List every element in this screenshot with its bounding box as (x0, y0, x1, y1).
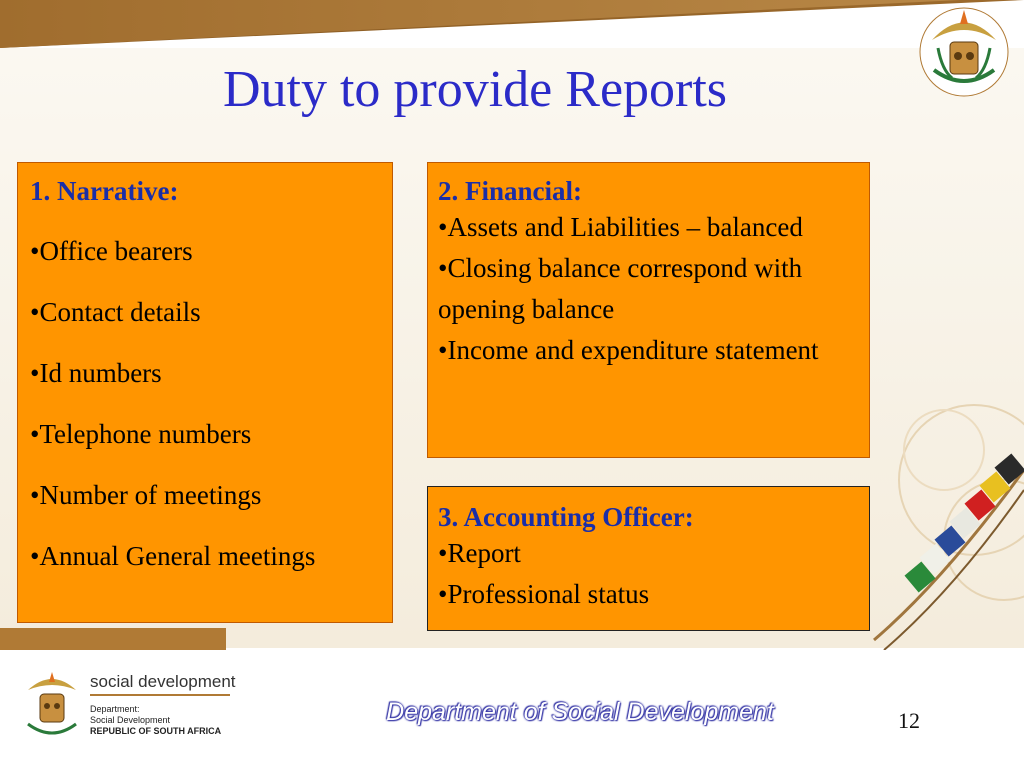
list-item: •Office bearers (30, 236, 193, 266)
footer-text: Department of Social Development (386, 698, 774, 726)
page-number: 12 (898, 708, 920, 733)
logo-divider (90, 694, 230, 696)
logo-department (90, 704, 221, 737)
list-item: •Number of meetings (30, 480, 262, 510)
accounting-officer-heading: 3. Accounting Officer: (438, 502, 694, 532)
list-item: •Telephone numbers (30, 419, 252, 449)
list-item: •Id numbers (30, 358, 162, 388)
page-title: Duty to provide Reports (222, 61, 728, 118)
list-item: •Contact details (30, 297, 201, 327)
logo-dept-line: Department: (90, 704, 140, 714)
list-item: •Professional status (438, 579, 650, 609)
list-item: •Report (438, 538, 521, 568)
financial-heading: 2. Financial: (438, 176, 583, 206)
accounting-officer-box (427, 486, 870, 631)
logo-dept-line: Social Development (90, 715, 171, 725)
bottom-decorative-bar (0, 628, 226, 650)
logo-dept-line: REPUBLIC OF SOUTH AFRICA (90, 726, 222, 736)
list-item: •Assets and Liabilities – balanced (438, 212, 803, 242)
beadwork-decoration-icon (854, 330, 1024, 650)
logo-name: social development (90, 672, 236, 691)
narrative-heading: 1. Narrative: (30, 176, 179, 206)
top-decorative-band-light (0, 0, 960, 48)
narrative-box (17, 162, 393, 623)
financial-box (427, 162, 870, 458)
list-item: •Income and expenditure statement (438, 335, 819, 365)
list-item: •Closing balance correspond with opening balance (438, 253, 803, 324)
department-crest-icon (22, 668, 82, 744)
list-item: •Annual General meetings (30, 541, 316, 571)
